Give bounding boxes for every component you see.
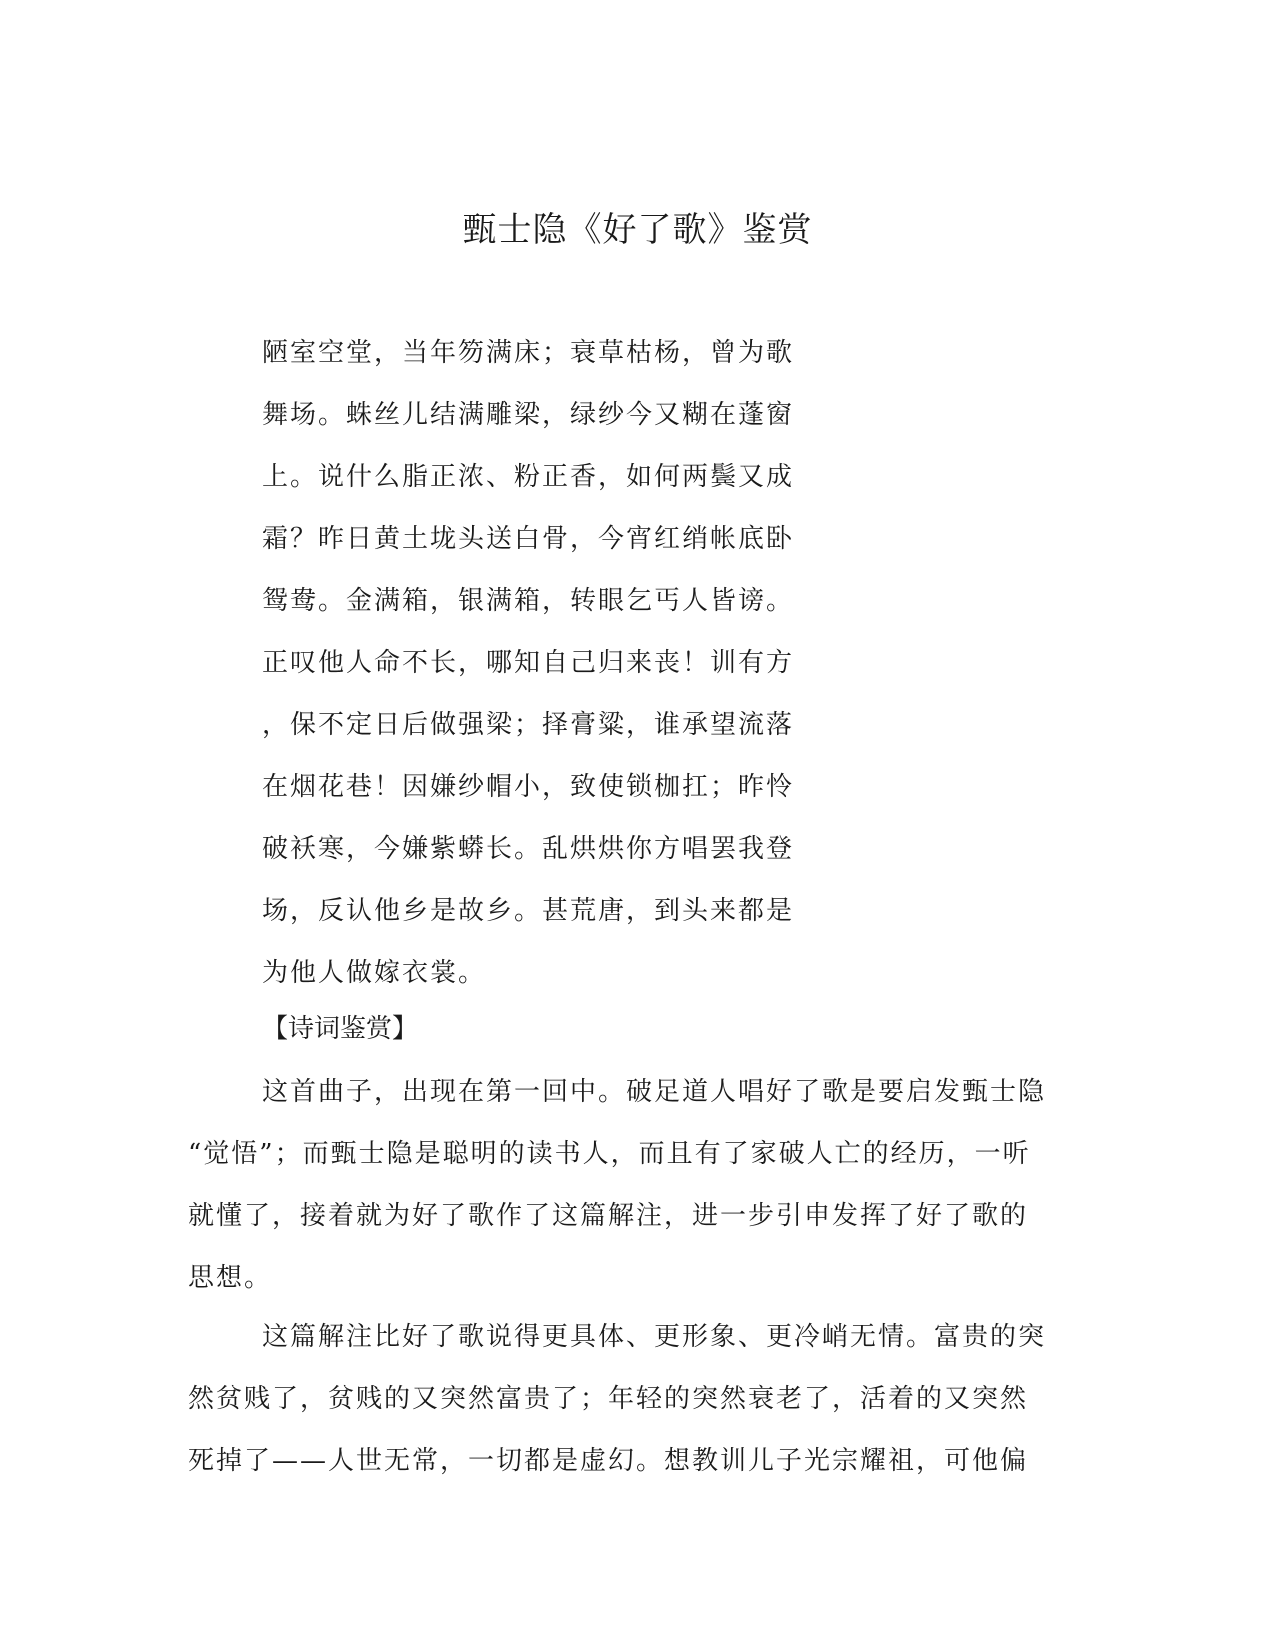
poem-line: 在烟花巷！因嫌纱帽小，致使锁枷扛；昨怜 — [262, 772, 795, 802]
poem-line: 场，反认他乡是故乡。甚荒唐，到头来都是 — [262, 896, 795, 926]
poem-block — [262, 322, 822, 1004]
poem-line: 霜？昨日黄土垅头送白骨，今宵红绡帐底卧 — [262, 524, 795, 554]
poem-line: 舞场。蛛丝儿结满雕梁，绿纱今又糊在蓬窗 — [262, 400, 795, 430]
poem-line: 陋室空堂，当年笏满床；衰草枯杨，曾为歌 — [262, 338, 795, 368]
paragraph-line: 然贫贱了，贫贱的又突然富贵了；年轻的突然衰老了，活着的又突然 — [188, 1384, 1029, 1414]
paragraph-line: 就懂了，接着就为好了歌作了这篇解注，进一步引申发挥了好了歌的 — [188, 1201, 1029, 1231]
poem-line: 鸳鸯。金满箱，银满箱，转眼乞丐人皆谤。 — [262, 586, 795, 616]
document-title: 甄士隐《好了歌》鉴赏 — [462, 210, 813, 250]
paragraph-line: 这篇解注比好了歌说得更具体、更形象、更冷峭无情。富贵的突 — [262, 1322, 1047, 1352]
poem-line: 为他人做嫁衣裳。 — [262, 958, 487, 988]
poem-line: ，保不定日后做强梁；择膏粱，谁承望流落 — [262, 710, 795, 740]
poem-line: 上。说什么脂正浓、粉正香，如何两鬓又成 — [262, 462, 795, 492]
poem-line: 正叹他人命不长，哪知自己归来丧！训有方 — [262, 648, 795, 678]
paragraph-1 — [188, 1061, 1088, 1309]
paragraph-line: “觉悟”；而甄士隐是聪明的读书人，而且有了家破人亡的经历，一听 — [188, 1139, 1031, 1169]
paragraph-2 — [188, 1306, 1088, 1492]
paragraph-line: 思想。 — [188, 1263, 273, 1293]
paragraph-line: 死掉了——人世无常，一切都是虚幻。想教训儿子光宗耀祖，可他偏 — [188, 1446, 1029, 1476]
poem-line: 破袄寒，今嫌紫蟒长。乱烘烘你方唱罢我登 — [262, 834, 795, 864]
section-heading: 【诗词鉴赏】 — [262, 1014, 419, 1044]
paragraph-line: 这首曲子，出现在第一回中。破足道人唱好了歌是要启发甄士隐 — [262, 1077, 1047, 1107]
